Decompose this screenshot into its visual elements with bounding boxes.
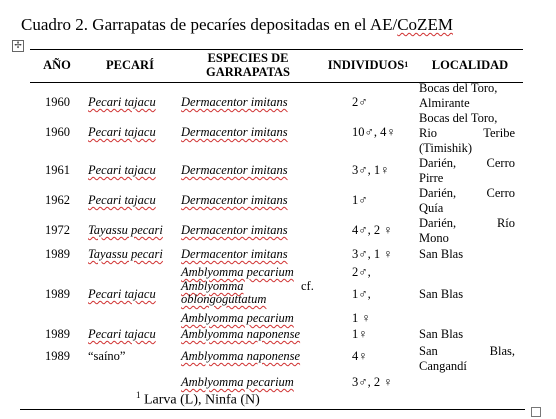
row-individuos: 2♂ bbox=[352, 95, 368, 109]
row-pecari: Pecari tajacu bbox=[88, 125, 156, 139]
row-localidad bbox=[419, 112, 515, 155]
header-individuos-sup: 1 bbox=[404, 60, 409, 69]
localidad-line bbox=[419, 172, 515, 185]
row-species: Dermacentor imitans bbox=[181, 247, 288, 261]
row-species: Dermacentor imitans bbox=[181, 125, 288, 139]
row-year: 1989 bbox=[45, 327, 70, 341]
row-species-line2: oblongoguttatum bbox=[181, 292, 267, 306]
row-pecari: Pecari tajacu bbox=[88, 327, 156, 341]
row-species: Amblyomma naponense bbox=[181, 327, 301, 341]
row-individuos: 4♂, 2 ♀ bbox=[352, 223, 393, 237]
localidad-line bbox=[419, 202, 515, 215]
row-species: Amblyomma naponense bbox=[181, 349, 301, 363]
row-localidad bbox=[419, 187, 515, 215]
localidad-word: Cerro bbox=[486, 186, 515, 200]
row-localidad bbox=[419, 157, 515, 185]
row-individuos: 1♂, bbox=[352, 287, 371, 301]
row-year: 1961 bbox=[45, 163, 70, 177]
row-localidad bbox=[419, 288, 515, 301]
row-localidad bbox=[419, 248, 515, 261]
localidad-word: San Blas bbox=[419, 247, 464, 261]
localidad-word: San Blas bbox=[419, 327, 464, 341]
localidad-line bbox=[419, 217, 515, 230]
localidad-line bbox=[419, 157, 515, 170]
row-localidad bbox=[419, 82, 515, 110]
row-species: Dermacentor imitans bbox=[181, 163, 288, 177]
header-individuos-label: INDIVIDUOS bbox=[327, 58, 405, 72]
row-species: Dermacentor imitans bbox=[181, 95, 288, 109]
row-pecari: Pecari tajacu bbox=[88, 193, 156, 207]
row-individuos: 3♂, 1♀ bbox=[352, 163, 390, 177]
row-individuos: 4♀ bbox=[352, 349, 368, 363]
localidad-line bbox=[419, 142, 515, 155]
footnote-text: Larva (L), Ninfa (N) bbox=[140, 392, 260, 408]
localidad-word: San bbox=[419, 344, 438, 358]
table-resize-handle-icon[interactable] bbox=[531, 407, 541, 417]
header-especies-line1: ESPECIES DE bbox=[207, 51, 289, 65]
row-species: Dermacentor imitans bbox=[181, 193, 288, 207]
header-especies-line2: GARRAPATAS bbox=[205, 65, 291, 79]
table-caption: Cuadro 2. Garrapatas de pecaríes depositadas en el AE/CoZEM bbox=[21, 15, 453, 34]
header-especies bbox=[182, 50, 314, 80]
row-species: Dermacentor imitans bbox=[181, 223, 288, 237]
row-pecari: Tayassu pecari bbox=[88, 247, 163, 261]
row-species-cf: cf. bbox=[301, 279, 314, 293]
localidad-line bbox=[419, 345, 515, 358]
header-localidad: LOCALIDAD bbox=[431, 58, 509, 72]
footnote-sup: 1 bbox=[136, 390, 141, 400]
localidad-word: Bocas del Toro, bbox=[419, 111, 498, 125]
localidad-line bbox=[419, 82, 515, 95]
localidad-word: Blas, bbox=[489, 344, 515, 358]
row-year: 1972 bbox=[45, 223, 70, 237]
localidad-word: San Blas bbox=[419, 287, 464, 301]
row-year: 1989 bbox=[45, 247, 70, 261]
row-individuos: 2♂, bbox=[352, 265, 371, 279]
row-individuos: 10♂, 4♀ bbox=[352, 125, 396, 139]
localidad-word: Quía bbox=[419, 201, 444, 215]
localidad-word: Teribe bbox=[483, 126, 515, 140]
localidad-line bbox=[419, 232, 515, 245]
row-year: 1989 bbox=[45, 349, 70, 363]
localidad-word: Almirante bbox=[419, 96, 470, 110]
row-pecari: Pecari tajacu bbox=[88, 163, 156, 177]
localidad-line bbox=[419, 288, 515, 301]
row-individuos: 3♂, 1 ♀ bbox=[352, 247, 393, 261]
row-individuos: 1♀ bbox=[352, 327, 368, 341]
row-pecari: “saíno” bbox=[88, 349, 126, 363]
row-localidad bbox=[419, 217, 515, 245]
row-year: 1960 bbox=[45, 95, 70, 109]
localidad-line bbox=[419, 127, 515, 140]
localidad-line bbox=[419, 248, 515, 261]
localidad-line bbox=[419, 112, 515, 125]
header-ano: AÑO bbox=[43, 58, 71, 72]
row-localidad bbox=[419, 345, 515, 373]
localidad-word: Bocas del Toro, bbox=[419, 81, 498, 95]
row-pecari: Tayassu pecari bbox=[88, 223, 163, 237]
localidad-word: Darién, bbox=[419, 216, 457, 230]
row-individuos: 3♂, 2 ♀ bbox=[352, 375, 393, 389]
localidad-word: (Timishik) bbox=[419, 141, 473, 155]
table-footnote bbox=[136, 390, 260, 409]
row-pecari: Pecari tajacu bbox=[88, 95, 156, 109]
localidad-word: Rio bbox=[419, 126, 438, 140]
header-pecari: PECARÍ bbox=[106, 58, 154, 72]
row-year: 1989 bbox=[45, 287, 70, 301]
localidad-line bbox=[419, 187, 515, 200]
localidad-word: Cangandí bbox=[419, 359, 467, 373]
localidad-word: Pirre bbox=[419, 171, 444, 185]
row-species: Amblyomma pecarium bbox=[181, 265, 294, 279]
page-bottom-rule bbox=[20, 409, 525, 410]
header-individuos bbox=[322, 50, 414, 80]
localidad-line bbox=[419, 360, 515, 373]
localidad-word: Mono bbox=[419, 231, 449, 245]
row-year: 1962 bbox=[45, 193, 70, 207]
localidad-word: Darién, bbox=[419, 156, 457, 170]
row-individuos: 1 ♀ bbox=[352, 311, 371, 325]
row-pecari: Pecari tajacu bbox=[88, 287, 156, 301]
row-individuos: 1♂ bbox=[352, 193, 368, 207]
row-localidad bbox=[419, 328, 515, 341]
row-species: Amblyomma pecarium bbox=[181, 375, 294, 389]
localidad-word: Darién, bbox=[419, 186, 457, 200]
row-year: 1960 bbox=[45, 125, 70, 139]
row-species: Amblyomma pecarium bbox=[181, 311, 294, 325]
localidad-line bbox=[419, 97, 515, 110]
row-species-line1: Amblyomma bbox=[181, 279, 244, 293]
localidad-word: Río bbox=[496, 216, 515, 230]
table-move-handle-icon[interactable]: ✢ bbox=[12, 40, 24, 52]
localidad-word: Cerro bbox=[486, 156, 515, 170]
localidad-line bbox=[419, 328, 515, 341]
